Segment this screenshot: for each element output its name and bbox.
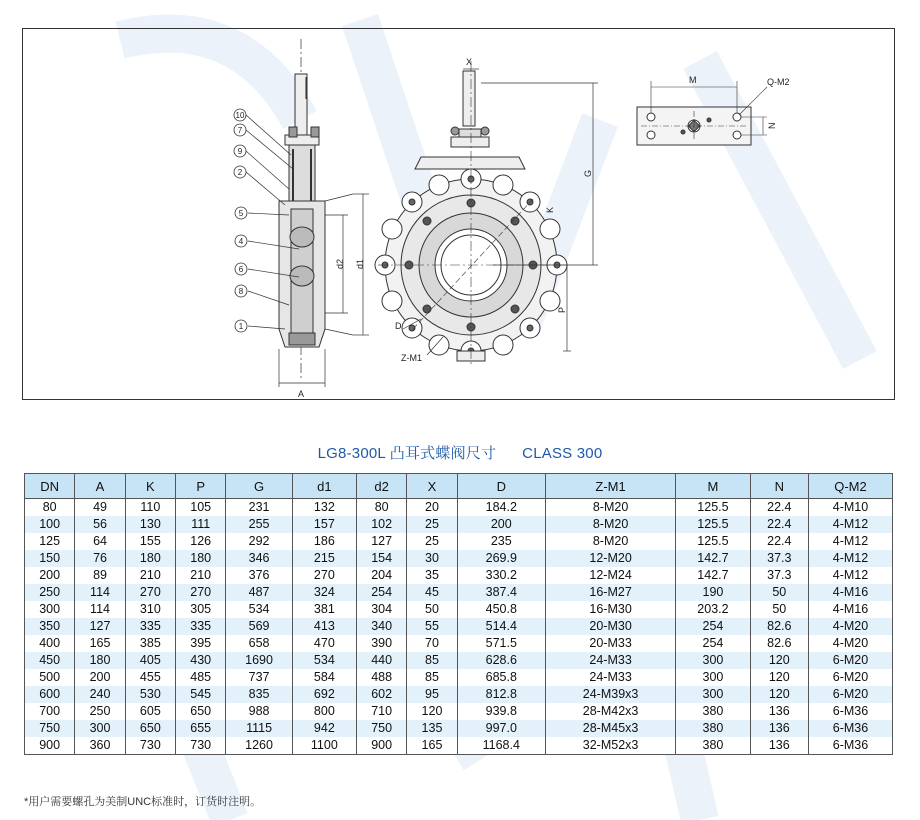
table-cell: 455 [125,669,175,686]
table-cell: 35 [407,567,457,584]
table-cell: 692 [292,686,356,703]
table-cell: 200 [457,516,545,533]
table-cell: 376 [226,567,292,584]
table-row [25,618,893,635]
column-header: Q-M2 [808,474,892,499]
table-cell: 488 [356,669,406,686]
table-cell: 120 [750,652,808,669]
table-cell: 37.3 [750,567,808,584]
table-cell: 600 [25,686,75,703]
table-cell: 142.7 [676,550,750,567]
table-cell: 120 [750,686,808,703]
table-row [25,499,893,517]
table-cell: 900 [356,737,406,755]
table-cell: 8-M20 [545,516,675,533]
table-cell: 50 [750,584,808,601]
table-cell: 6-M36 [808,737,892,755]
table-cell: 200 [75,669,125,686]
table-cell: 255 [226,516,292,533]
table-cell: 700 [25,703,75,720]
table-cell: 22.4 [750,499,808,517]
table-cell: 4-M20 [808,635,892,652]
table-cell: 440 [356,652,406,669]
table-cell: 750 [25,720,75,737]
table-cell: 269.9 [457,550,545,567]
table-cell: 6-M20 [808,652,892,669]
table-cell: 180 [75,652,125,669]
table-cell: 235 [457,533,545,550]
table-cell: 80 [25,499,75,517]
table-cell: 125.5 [676,516,750,533]
table-cell: 125.5 [676,499,750,517]
table-cell: 602 [356,686,406,703]
table-cell: 485 [176,669,226,686]
table-cell: 32-M52x3 [545,737,675,755]
valve-drawing [23,29,896,401]
table-cell: 184.2 [457,499,545,517]
table-cell: 292 [226,533,292,550]
dim-label-z-m1: Z-M1 [401,353,422,363]
table-cell: 650 [176,703,226,720]
table-row [25,737,893,755]
table-cell: 584 [292,669,356,686]
column-header: K [125,474,175,499]
table-cell: 387.4 [457,584,545,601]
table-cell: 82.6 [750,618,808,635]
table-cell: 155 [125,533,175,550]
column-header: G [226,474,292,499]
dim-label-q-m2: Q-M2 [767,77,790,87]
table-cell: 55 [407,618,457,635]
table-cell: 534 [292,652,356,669]
table-cell: 110 [125,499,175,517]
table-cell: 730 [125,737,175,755]
table-cell: 20-M30 [545,618,675,635]
table-cell: 335 [176,618,226,635]
table-cell: 380 [676,703,750,720]
table-cell: 28-M42x3 [545,703,675,720]
column-header: M [676,474,750,499]
table-cell: 254 [676,635,750,652]
table-cell: 6-M36 [808,703,892,720]
table-cell: 900 [25,737,75,755]
footnote: *用户需要螺孔为美制UNC标准时，订货时注明。 [24,796,262,808]
table-cell: 114 [75,601,125,618]
table-cell: 136 [750,703,808,720]
table-cell: 939.8 [457,703,545,720]
table-cell: 310 [125,601,175,618]
table-cell: 4-M12 [808,550,892,567]
table-cell: 8-M20 [545,499,675,517]
table-cell: 82.6 [750,635,808,652]
table-cell: 400 [25,635,75,652]
table-cell: 304 [356,601,406,618]
table-title-model: LG8-300L 凸耳式蝶阀尺寸 [317,445,497,462]
table-cell: 450 [25,652,75,669]
table-cell: 942 [292,720,356,737]
technical-drawing-panel [22,28,895,400]
table-cell: 100 [25,516,75,533]
table-cell: 685.8 [457,669,545,686]
table-cell: 132 [292,499,356,517]
table-cell: 1260 [226,737,292,755]
table-cell: 335 [125,618,175,635]
table-cell: 111 [176,516,226,533]
valve-front-view [375,61,598,367]
table-cell: 127 [356,533,406,550]
table-cell: 569 [226,618,292,635]
table-cell: 165 [407,737,457,755]
table-cell: 22.4 [750,533,808,550]
table-cell: 200 [25,567,75,584]
table-row [25,601,893,618]
table-cell: 254 [356,584,406,601]
table-cell: 64 [75,533,125,550]
table-row [25,584,893,601]
table-cell: 650 [125,720,175,737]
table-cell: 300 [676,686,750,703]
dim-label-d1: d1 [355,258,365,269]
column-header: DN [25,474,75,499]
dim-label-d: D [395,321,402,331]
table-cell: 210 [176,567,226,584]
table-cell: 254 [676,618,750,635]
table-cell: 500 [25,669,75,686]
top-flange-plate-view [637,81,767,145]
table-cell: 6-M20 [808,669,892,686]
table-cell: 413 [292,618,356,635]
table-cell: 231 [226,499,292,517]
table-row [25,550,893,567]
part-number-4: 4 [238,237,244,246]
part-number-2: 2 [237,168,243,177]
table-cell: 1690 [226,652,292,669]
table-cell: 85 [407,652,457,669]
part-number-6: 6 [238,265,244,274]
table-cell: 330.2 [457,567,545,584]
table-cell: 534 [226,601,292,618]
column-header: D [457,474,545,499]
table-cell: 324 [292,584,356,601]
table-cell: 300 [75,720,125,737]
table-cell: 380 [676,737,750,755]
table-cell: 514.4 [457,618,545,635]
table-cell: 390 [356,635,406,652]
table-cell: 80 [356,499,406,517]
table-cell: 270 [292,567,356,584]
table-row [25,635,893,652]
table-cell: 305 [176,601,226,618]
table-cell: 4-M12 [808,533,892,550]
table-cell: 50 [407,601,457,618]
table-row [25,703,893,720]
table-cell: 127 [75,618,125,635]
valve-side-section [246,39,369,387]
table-cell: 470 [292,635,356,652]
table-cell: 4-M16 [808,584,892,601]
table-cell: 22.4 [750,516,808,533]
table-cell: 12-M24 [545,567,675,584]
table-cell: 126 [176,533,226,550]
table-cell: 405 [125,652,175,669]
table-cell: 6-M36 [808,720,892,737]
dim-label-x: X [466,57,473,67]
table-cell: 30 [407,550,457,567]
dim-label-m: M [689,75,697,85]
table-cell: 210 [125,567,175,584]
table-cell: 395 [176,635,226,652]
table-header-row [25,474,893,499]
table-cell: 628.6 [457,652,545,669]
table-row [25,567,893,584]
table-cell: 655 [176,720,226,737]
table-cell: 270 [176,584,226,601]
table-cell: 300 [25,601,75,618]
table-cell: 300 [676,669,750,686]
table-cell: 385 [125,635,175,652]
table-cell: 988 [226,703,292,720]
table-cell: 545 [176,686,226,703]
table-cell: 154 [356,550,406,567]
table-row [25,652,893,669]
table-cell: 605 [125,703,175,720]
dim-label-a: A [298,389,305,399]
table-cell: 130 [125,516,175,533]
table-cell: 4-M12 [808,516,892,533]
table-cell: 204 [356,567,406,584]
table-cell: 136 [750,737,808,755]
table-cell: 812.8 [457,686,545,703]
table-cell: 20 [407,499,457,517]
table-cell: 136 [750,720,808,737]
table-cell: 165 [75,635,125,652]
table-cell: 102 [356,516,406,533]
part-number-1: 1 [238,322,244,331]
table-cell: 24-M33 [545,652,675,669]
dim-label-p: P [557,306,567,313]
table-cell: 24-M39x3 [545,686,675,703]
dim-label-k: K [545,206,555,213]
table-cell: 750 [356,720,406,737]
table-cell: 12-M20 [545,550,675,567]
table-row [25,686,893,703]
table-cell: 658 [226,635,292,652]
table-cell: 250 [75,703,125,720]
table-cell: 4-M12 [808,567,892,584]
part-number-7: 7 [237,126,243,135]
column-header: d1 [292,474,356,499]
table-cell: 135 [407,720,457,737]
table-cell: 125 [25,533,75,550]
table-cell: 89 [75,567,125,584]
table-cell: 450.8 [457,601,545,618]
table-cell: 25 [407,516,457,533]
table-cell: 105 [176,499,226,517]
table-cell: 6-M20 [808,686,892,703]
table-cell: 186 [292,533,356,550]
table-cell: 4-M20 [808,618,892,635]
table-cell: 76 [75,550,125,567]
table-cell: 25 [407,533,457,550]
table-cell: 203.2 [676,601,750,618]
table-cell: 360 [75,737,125,755]
column-header: N [750,474,808,499]
table-cell: 157 [292,516,356,533]
table-cell: 270 [125,584,175,601]
table-cell: 8-M20 [545,533,675,550]
table-cell: 730 [176,737,226,755]
table-cell: 710 [356,703,406,720]
table-cell: 20-M33 [545,635,675,652]
table-cell: 120 [407,703,457,720]
column-header: X [407,474,457,499]
table-row [25,669,893,686]
table-cell: 37.3 [750,550,808,567]
table-cell: 125.5 [676,533,750,550]
table-cell: 997.0 [457,720,545,737]
table-cell: 120 [750,669,808,686]
table-cell: 4-M10 [808,499,892,517]
table-cell: 300 [676,652,750,669]
table-cell: 56 [75,516,125,533]
table-cell: 4-M16 [808,601,892,618]
table-cell: 340 [356,618,406,635]
table-cell: 240 [75,686,125,703]
table-body [25,499,893,755]
table-cell: 180 [176,550,226,567]
table-row [25,720,893,737]
table-cell: 737 [226,669,292,686]
table-cell: 430 [176,652,226,669]
dim-label-n: N [767,122,777,129]
table-cell: 28-M45x3 [545,720,675,737]
table-cell: 180 [125,550,175,567]
table-cell: 45 [407,584,457,601]
part-number-5: 5 [238,209,244,218]
column-header: A [75,474,125,499]
table-cell: 16-M27 [545,584,675,601]
column-header: d2 [356,474,406,499]
table-cell: 800 [292,703,356,720]
part-number-8: 8 [238,287,244,296]
table-cell: 1100 [292,737,356,755]
table-cell: 530 [125,686,175,703]
table-cell: 114 [75,584,125,601]
table-cell: 1115 [226,720,292,737]
table-cell: 380 [676,720,750,737]
table-cell: 150 [25,550,75,567]
table-row [25,533,893,550]
table-cell: 50 [750,601,808,618]
table-cell: 85 [407,669,457,686]
column-header: Z-M1 [545,474,675,499]
table-cell: 250 [25,584,75,601]
table-row [25,516,893,533]
table-cell: 16-M30 [545,601,675,618]
table-cell: 70 [407,635,457,652]
part-number-9: 9 [237,147,243,156]
table-cell: 381 [292,601,356,618]
table-cell: 835 [226,686,292,703]
table-cell: 142.7 [676,567,750,584]
dim-label-g: G [583,169,593,177]
table-cell: 95 [407,686,457,703]
table-cell: 190 [676,584,750,601]
table-cell: 215 [292,550,356,567]
table-title-class: CLASS 300 [522,445,603,462]
table-cell: 1168.4 [457,737,545,755]
table-cell: 350 [25,618,75,635]
table-cell: 571.5 [457,635,545,652]
table-cell: 346 [226,550,292,567]
part-number-10: 10 [235,111,245,120]
dim-label-d2: d2 [335,258,345,269]
table-cell: 487 [226,584,292,601]
table-cell: 49 [75,499,125,517]
column-header: P [176,474,226,499]
table-title [0,442,920,463]
part-balloons [234,109,247,332]
dimensions-table [24,473,893,755]
table-cell: 24-M33 [545,669,675,686]
